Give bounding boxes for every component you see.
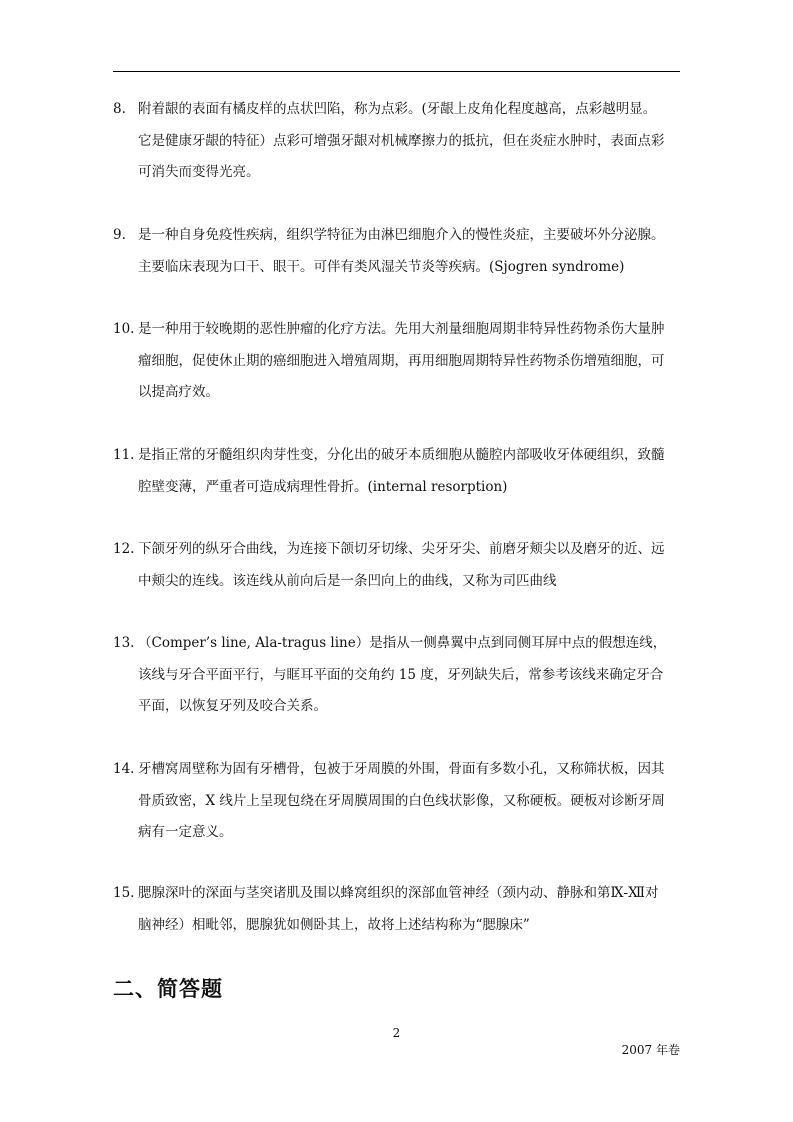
list-item <box>113 314 685 409</box>
item-number: 11. <box>113 447 135 463</box>
item-text-line: 附着龈的表面有橘皮样的点状凹陷，称为点彩。(牙龈上皮角化程度越高，点彩越明显。 <box>138 101 657 117</box>
item-text-line: 中颊尖的连线。该连线从前向后是一条凹向上的曲线，又称为司匹曲线 <box>138 572 557 589</box>
item-text-line: 骨质致密，X 线片上呈现包绕在牙周膜周围的白色线状影像，又称硬板。硬板对诊断牙周 <box>138 792 665 809</box>
list-item <box>113 878 685 941</box>
item-text-line: 腔壁变薄，严重者可造成病理性骨折。(internal resorption) <box>138 478 508 495</box>
item-text-line: 是一种自身免疫性疾病，组织学特征为由淋巴细胞介入的慢性炎症，主要破坏外分泌腺。 <box>138 227 665 243</box>
list-item <box>113 628 685 723</box>
item-number: 14. <box>113 761 135 777</box>
header-rule <box>113 71 680 72</box>
item-number: 8. <box>113 101 126 117</box>
item-text-line: 是一种用于较晚期的恶性肿瘤的化疗方法。先用大剂量细胞周期非特异性药物杀伤大量肿 <box>138 321 665 337</box>
item-number: 10. <box>113 321 135 337</box>
list-item <box>113 754 685 849</box>
item-text-line: 该线与牙合平面平行，与眶耳平面的交角约 15 度，牙列缺失后，常参考该线来确定牙合 <box>138 666 664 683</box>
item-number: 9. <box>113 227 126 243</box>
item-text-line: 下颌牙列的纵牙合曲线，为连接下颌切牙切缘、尖牙牙尖、前磨牙颊尖以及磨牙的近、远 <box>138 541 665 557</box>
item-text-line: 主要临床表现为口干、眼干。可伴有类风湿关节炎等疾病。(Sjogren syndrome) <box>138 258 625 275</box>
item-number: 13. <box>113 635 135 651</box>
item-text-line: 脑神经）相毗邻，腮腺犹如侧卧其上，故将上述结构称为“腮腺床” <box>138 916 530 933</box>
item-text-line: 腮腺深叶的深面与茎突诸肌及围以蜂窝组织的深部血管神经（颈内动、静脉和第Ⅸ-Ⅻ对 <box>138 885 659 901</box>
item-text-line: 牙槽窝周壁称为固有牙槽骨，包被于牙周膜的外围，骨面有多数小孔，又称筛状板，因其 <box>138 761 665 777</box>
item-text-line: 是指正常的牙髓组织肉芽性变，分化出的破牙本质细胞从髓腔内部吸收牙体硬组织，致髓 <box>138 447 665 463</box>
list-item <box>113 220 685 283</box>
item-number: 12. <box>113 541 135 557</box>
item-text-line: 可消失而变得光亮。 <box>138 164 260 180</box>
item-text-line: 平面，以恢复牙列及咬合关系。 <box>138 698 327 714</box>
list-item <box>113 534 685 597</box>
item-text-line: （Comper’s line, Ala-tragus line）是指从一侧鼻翼中点到同侧耳屏中点的假想连线， <box>138 635 667 651</box>
item-text-line: 病有一定意义。 <box>138 824 233 840</box>
page-number: 2 <box>392 1026 401 1040</box>
item-text-line: 它是健康牙龈的特征）点彩可增强牙龈对机械摩擦力的抵抗，但在炎症水肿时，表面点彩 <box>138 132 665 149</box>
item-text-line: 以提高疗效。 <box>138 384 219 400</box>
item-text-line: 瘤细胞，促使休止期的癌细胞进入增殖周期，再用细胞周期特异性药物杀伤增殖细胞，可 <box>138 352 665 369</box>
list-item <box>113 94 685 189</box>
item-number: 15. <box>113 885 135 901</box>
footer-text: 2007 年卷 <box>621 1043 680 1057</box>
section-title: 二、简答题 <box>113 977 223 1001</box>
list-item <box>113 440 685 503</box>
